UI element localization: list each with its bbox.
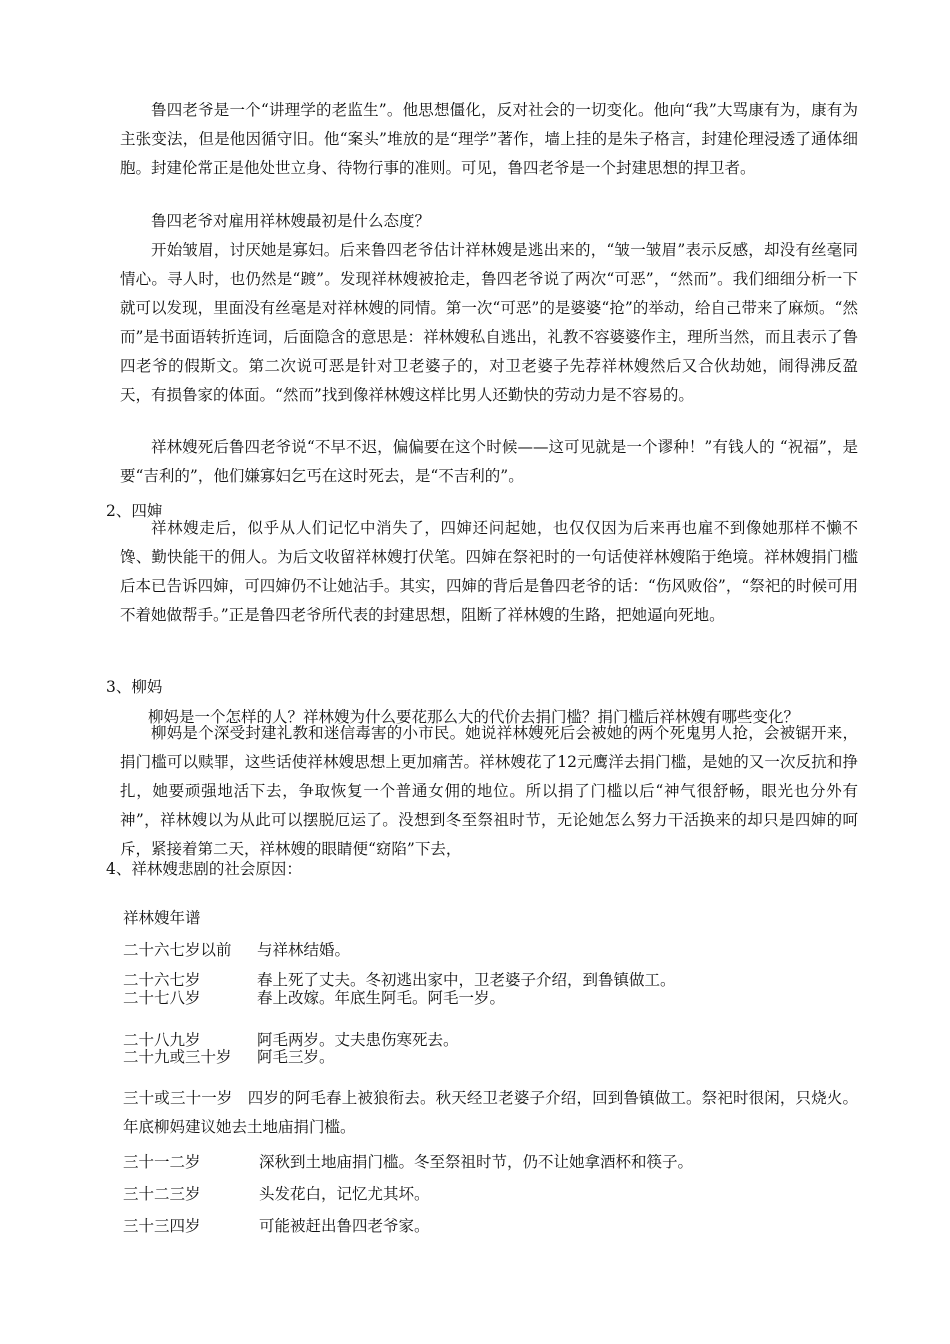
timeline-age: 三十一二岁: [123, 1153, 201, 1171]
timeline-age: 二十九或三十岁: [123, 1048, 232, 1066]
timeline-age: 二十七八岁: [123, 989, 201, 1007]
timeline-event: 与祥林结婚。: [257, 941, 351, 959]
section-heading-si-shen: 2、四婶: [106, 502, 163, 520]
timeline-title: 祥林嫂年谱: [123, 909, 201, 927]
timeline-event: 可能被赶出鲁四老爷家。: [259, 1217, 430, 1235]
paragraph-after-death: 祥林嫂死后鲁四老爷说“不早不迟，偏偏要在这个时候——这可见就是一个谬种！”有钱人的 “祝福”，是要“吉利的”，他们嫌寡妇乞丐在这时死去，是“不吉利的”。: [120, 438, 858, 485]
timeline-row: [123, 1152, 693, 1172]
timeline-row: [123, 988, 505, 1008]
timeline-row: [123, 940, 350, 960]
paragraph-liu-ma-question: 柳妈是一个怎样的人？祥林嫂为什么要花那么大的代价去捐门槛？捐门槛后祥林嫂有哪些变化？: [148, 708, 800, 726]
timeline-age: 三十三四岁: [123, 1217, 201, 1235]
timeline-age: 二十六七岁以前: [123, 941, 232, 959]
timeline-event: 阿毛三岁。: [257, 1048, 335, 1066]
paragraph-si-shen: 祥林嫂走后，似乎从人们记忆中消失了，四婶还问起她，也仅仅因为后来再也雇不到像她那样不懒不馋、勤快能干的佣人。为后文收留祥林嫂打伏笔。四婶在祭祀时的一句话使祥林嫂陷于绝境。祥林嫂捐门槛后本已告诉四婶，可四婶仍不让她沾手。其实，四婶的背后是鲁四老爷的话：“伤风败俗”，“祭祀的时候可用不着她做帮手。”正是鲁四老爷所代表的封建思想，阻断了祥林嫂的生路，把她逼向死地。: [120, 519, 858, 624]
timeline-event: 头发花白，记忆尤其坏。: [259, 1185, 430, 1203]
timeline-row: [123, 1184, 430, 1204]
section-heading-liu-ma: 3、柳妈: [106, 678, 163, 696]
timeline-row: [123, 1216, 430, 1236]
timeline-age: 三十二三岁: [123, 1185, 201, 1203]
timeline-event: 深秋到土地庙捐门槛。冬至祭祖时节，仍不让她拿酒杯和筷子。: [259, 1153, 694, 1171]
timeline-row: [123, 1047, 335, 1067]
timeline-event: 春上死了丈夫。冬初逃出家中，卫老婆子介绍，到鲁镇做工。: [257, 971, 676, 989]
timeline-age: 二十八九岁: [123, 1031, 201, 1049]
paragraph-lu-siye-character: 鲁四老爷是一个“讲理学的老监生”。他思想僵化，反对社会的一切变化。他向“我”大骂康有为，康有为主张变法，但是他因循守旧。他“案头”堆放的是“理学”著作，墙上挂的是朱子格言，封建伦理浸透了通体细胞。封建伦常正是他处世立身、待物行事的准则。可见，鲁四老爷是一个封建思想的捍卫者。: [120, 101, 858, 177]
paragraph-question-attitude: 鲁四老爷对雇用祥林嫂最初是什么态度？: [151, 212, 431, 230]
timeline-age: 二十六七岁: [123, 971, 201, 989]
section-heading-social-causes: 4、祥林嫂悲剧的社会原因：: [106, 860, 302, 878]
timeline-row: [123, 970, 676, 990]
timeline-event: 四岁的阿毛春上被狼衔去。秋天经卫老婆子介绍，回到鲁镇做工。祭祀时很闲，只烧火。年底柳妈建议她去土地庙捐门槛。: [123, 1089, 858, 1136]
timeline-age: 三十或三十一岁: [123, 1089, 233, 1107]
timeline-event: 春上改嫁。年底生阿毛。阿毛一岁。: [257, 989, 506, 1007]
paragraph-answer-attitude: 开始皱眉，讨厌她是寡妇。后来鲁四老爷估计祥林嫂是逃出来的，“皱一皱眉”表示反感，却没有丝毫同情心。寻人时，也仍然是“踱”。发现祥林嫂被抢走，鲁四老爷说了两次“可恶”，“然而”。我们细细分析一下就可以发现，里面没有丝毫是对祥林嫂的同情。第一次“可恶”的是婆婆“抢”的举动，给自己带来了麻烦。“然而”是书面语转折连词，后面隐含的意思是：祥林嫂私自逃出，礼教不容婆婆作主，理所当然，而且表示了鲁四老爷的假斯文。第二次说可恶是针对卫老婆子的，对卫老婆子先荐祥林嫂然后又合伙劫她，闹得沸反盈天，有损鲁家的体面。“然而”找到像祥林嫂这样比男人还勤快的劳动力是不容易的。: [120, 241, 858, 404]
timeline-row: [123, 1084, 858, 1142]
timeline-event: 阿毛两岁。丈夫患伤寒死去。: [257, 1031, 459, 1049]
paragraph-liu-ma: 柳妈是个深受封建礼教和迷信毒害的小市民。她说祥林嫂死后会被她的两个死鬼男人抢，会被锯开来，捐门槛可以赎罪，这些话使祥林嫂思想上更加痛苦。祥林嫂花了12元鹰洋去捐门槛，是她的又一次反抗和挣扎，她要顽强地活下去，争取恢复一个普通女佣的地位。所以捐了门槛以后“神气很舒畅，眼光也分外有神”，祥林嫂以为从此可以摆脱厄运了。没想到冬至祭祖时节，无论她怎么努力干活换来的却只是四婶的呵斥，紧接着第二天，祥林嫂的眼睛便“窈陷”下去，: [120, 724, 858, 858]
